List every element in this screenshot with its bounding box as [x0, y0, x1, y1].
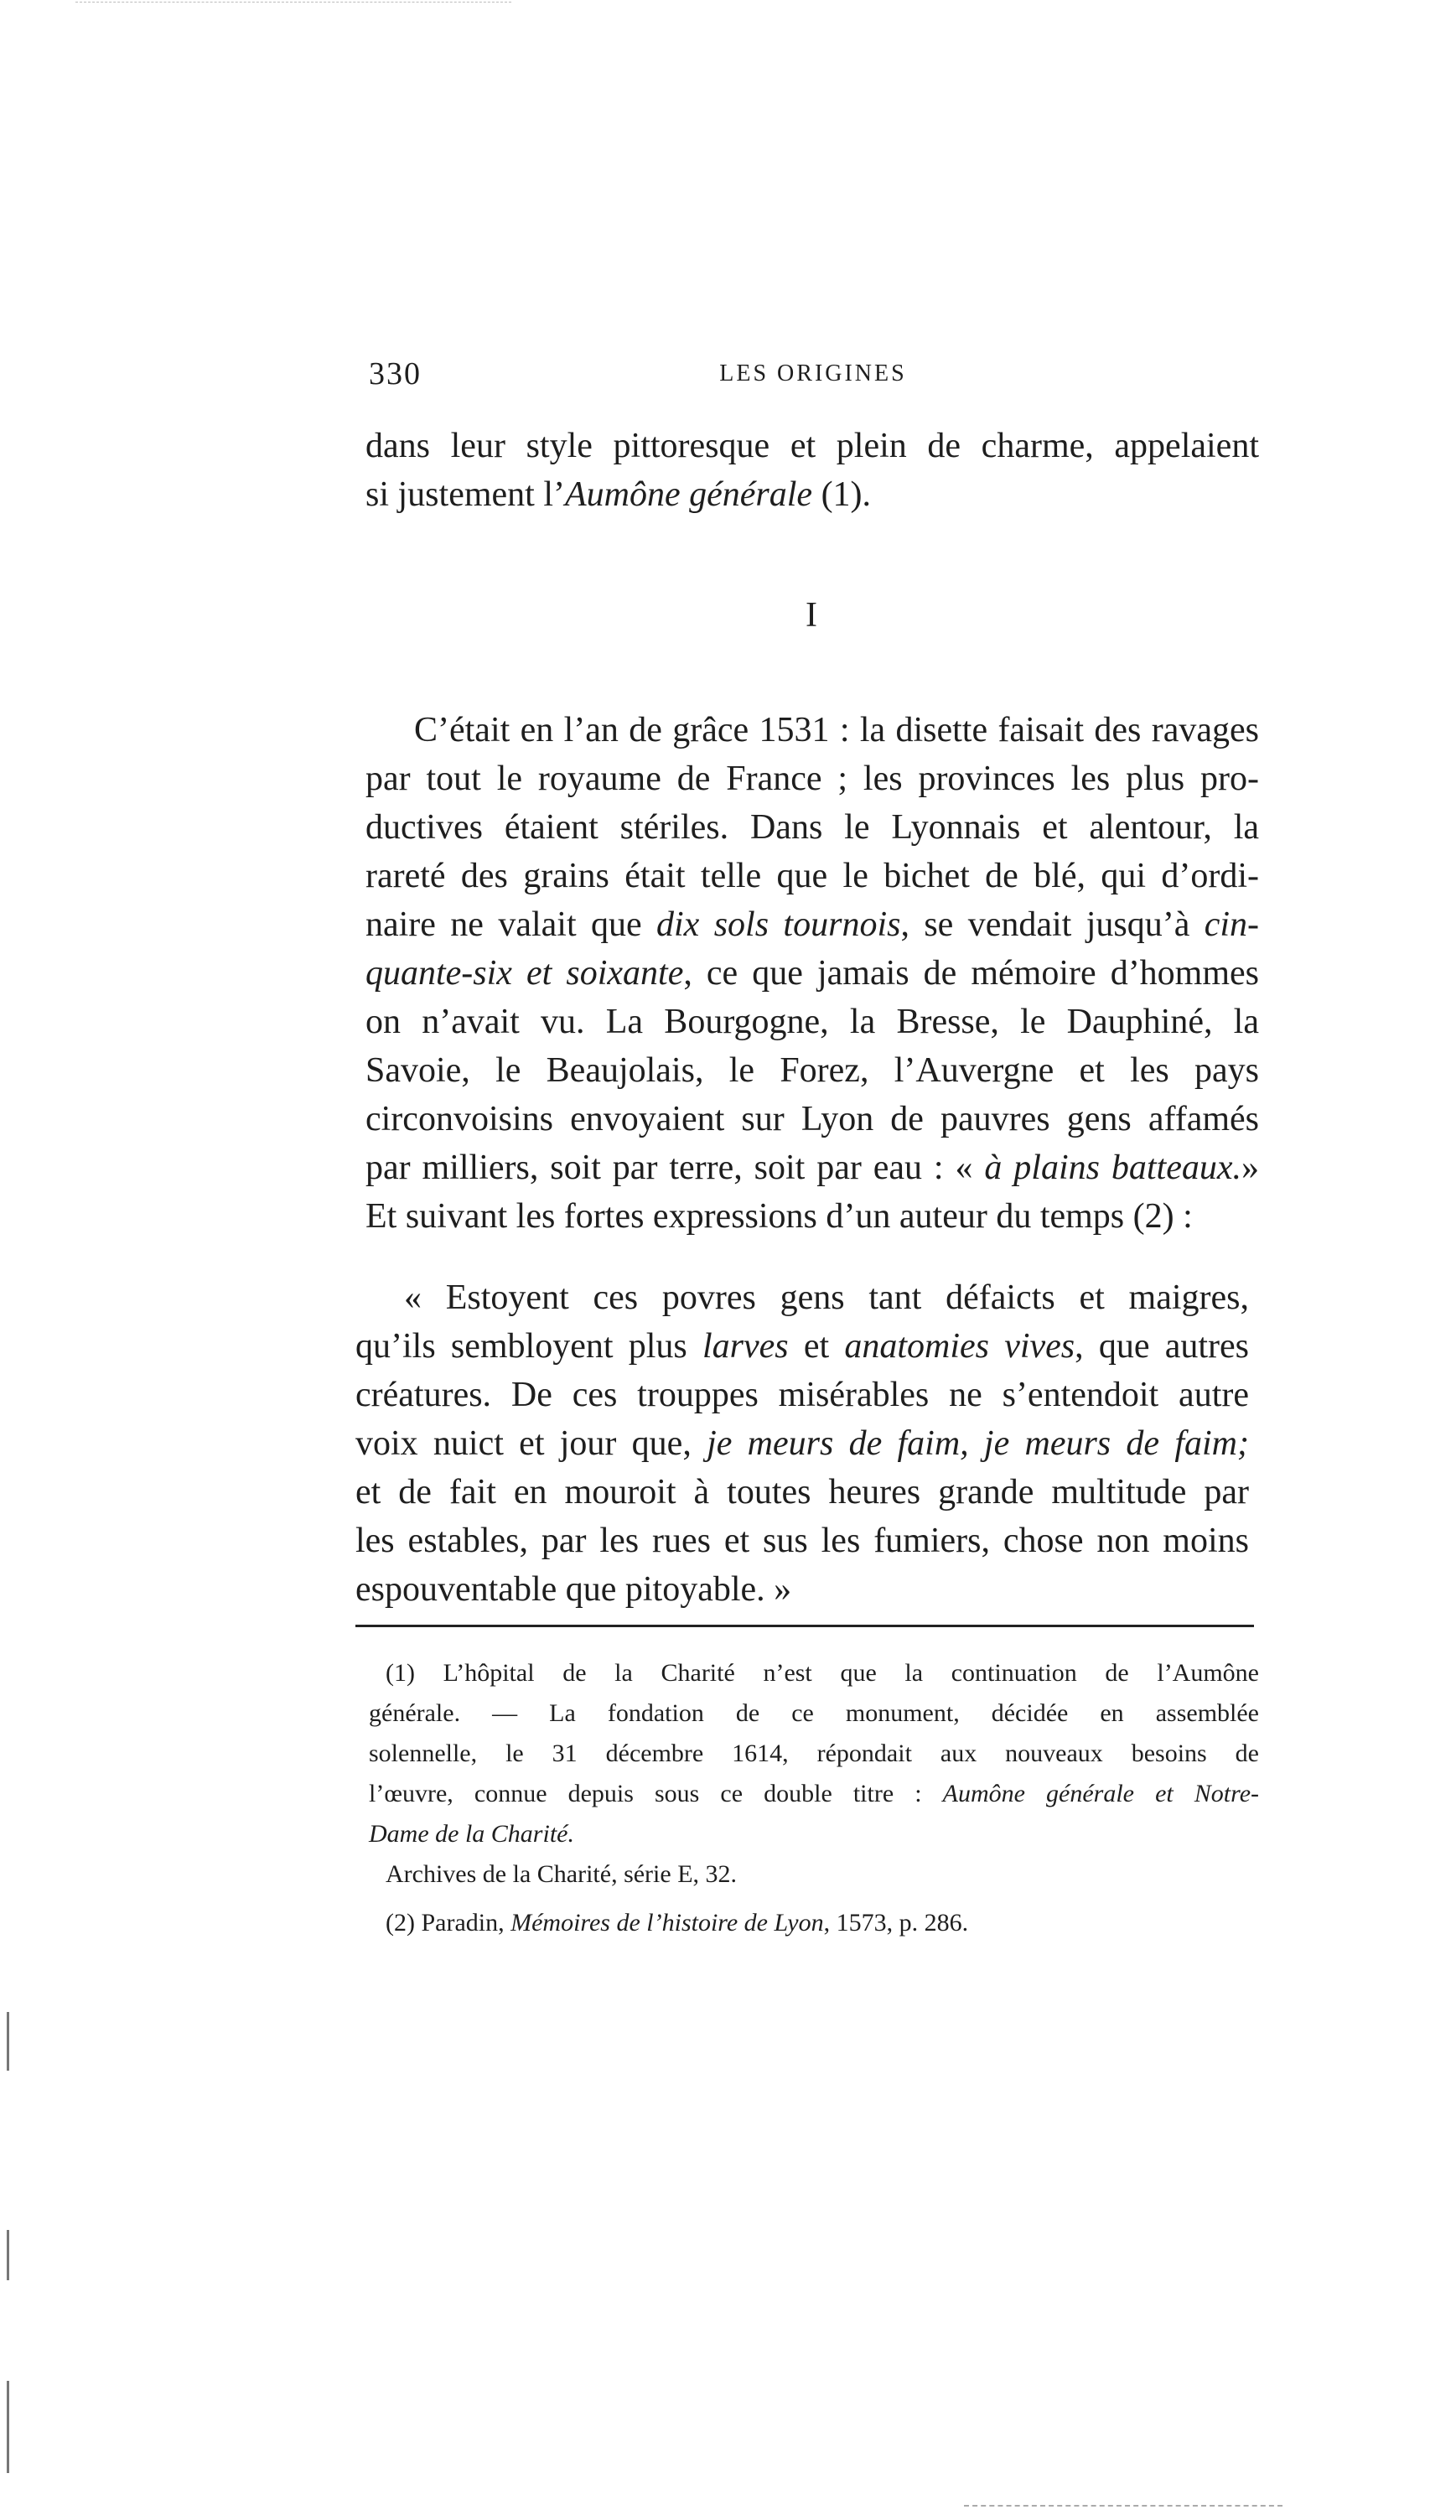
italic-run: je meurs de faim, je meurs de faim; — [707, 1424, 1249, 1463]
text-line: espouventable que pitoyable. » — [355, 1570, 792, 1609]
text-run: » — [1241, 1149, 1259, 1187]
text-run: , se vendait jusqu’à — [900, 905, 1205, 944]
text-line: les estables, par les rues et sus les fumiers, chose non moins — [355, 1522, 1249, 1560]
main-paragraph — [365, 706, 1259, 1241]
text-line: par tout le royaume de France ; les provinces les plus pro- — [365, 760, 1259, 798]
text-line: Savoie, le Beaujolais, le Forez, l’Auvergne et les pays — [365, 1051, 1259, 1090]
text-run: , ce que jamais de mémoire d’hommes — [683, 954, 1259, 993]
text-run: , que autres — [1075, 1327, 1249, 1366]
text-line — [365, 949, 1259, 998]
footnote-line: solennelle, le 31 décembre 1614, répondait aux nouveaux besoins de — [369, 1740, 1259, 1767]
italic-run: anatomies vives — [844, 1327, 1075, 1366]
text-run: naire ne valait que — [365, 905, 657, 944]
text-line — [365, 900, 1259, 949]
page-header — [369, 355, 1257, 392]
text-run: et — [788, 1327, 845, 1366]
italic-run: Aumône générale et Notre- — [942, 1780, 1260, 1807]
intro-paragraph — [365, 422, 1259, 519]
text-line: « Estoyent ces povres gens tant défaicts et maigres, — [404, 1278, 1249, 1317]
running-title: LES ORIGINES — [719, 360, 907, 386]
text-line: et de fait en mouroit à toutes heures grande multitude par — [355, 1473, 1249, 1511]
text-run: par milliers, soit par terre, soit par eau : « — [365, 1149, 985, 1187]
footnote-line: (1) L’hôpital de la Charité n’est que la continuation de l’Aumône — [386, 1659, 1259, 1687]
italic-run: Mémoires de l’histoire de Lyon — [510, 1909, 824, 1937]
text-line — [355, 1419, 1249, 1468]
footnote-line — [369, 1774, 1259, 1814]
italic-run: larves — [702, 1327, 789, 1366]
footnote-2 — [369, 1903, 1259, 1943]
text-line — [365, 470, 1259, 519]
section-number: I — [806, 596, 817, 635]
footnote-line: générale. — La fondation de ce monument, décidée en assemblée — [369, 1699, 1259, 1727]
footnote-archive: Archives de la Charité, série E, 32. — [386, 1860, 738, 1888]
footnote-line — [369, 1903, 1259, 1943]
text-run: , 1573, p. 286. — [823, 1909, 969, 1937]
scan-edge-trace — [964, 2505, 1282, 2507]
scan-edge-trace — [75, 2, 511, 3]
text-line: créatures. De ces trouppes misérables ne s’entendoit autre — [355, 1376, 1249, 1414]
italic-run: à plains batteaux. — [984, 1149, 1241, 1187]
text-run: voix nuict et jour que, — [355, 1424, 707, 1463]
italic-run: cin- — [1204, 905, 1260, 944]
italic-run: quante-six et soixante — [365, 954, 684, 993]
text-line: Et suivant les fortes expressions d’un auteur du temps (2) : — [365, 1197, 1193, 1236]
scan-margin-mark — [7, 2012, 9, 2071]
text-run: qu’ils sembloyent plus — [355, 1327, 702, 1366]
text-line: dans leur style pittoresque et plein de charme, appelaient — [365, 427, 1259, 465]
text-line: rareté des grains était telle que le bichet de blé, qui d’ordi- — [365, 857, 1259, 895]
italic-run: Dame de la Charité. — [369, 1820, 574, 1848]
text-run: l’œuvre, connue depuis sous ce double titre : — [369, 1780, 943, 1807]
page-number: 330 — [369, 356, 422, 391]
italic-run: Aumône générale — [564, 475, 813, 514]
text-run: (1). — [812, 475, 872, 514]
text-line — [365, 1143, 1259, 1192]
scan-margin-mark — [7, 2230, 9, 2280]
scan-margin-mark — [7, 2381, 9, 2473]
text-line: ductives étaient stériles. Dans le Lyonnais et alentour, la — [365, 808, 1259, 847]
footnote-divider — [355, 1625, 1254, 1627]
text-line: circonvoisins envoyaient sur Lyon de pauvres gens affamés — [365, 1100, 1259, 1138]
text-line — [355, 1322, 1249, 1371]
text-run: si justement l’ — [365, 475, 565, 514]
text-line: C’était en l’an de grâce 1531 : la disette faisait des ravages — [414, 711, 1259, 749]
footnotes — [369, 1653, 1259, 1943]
block-quote — [355, 1273, 1249, 1614]
italic-run: dix sols tournois — [656, 905, 901, 944]
text-line: on n’avait vu. La Bourgogne, la Bresse, le Dauphiné, la — [365, 1003, 1259, 1041]
footnote-line — [369, 1814, 1259, 1854]
text-run: (2) Paradin, — [386, 1909, 511, 1937]
footnote-1 — [369, 1653, 1259, 1895]
